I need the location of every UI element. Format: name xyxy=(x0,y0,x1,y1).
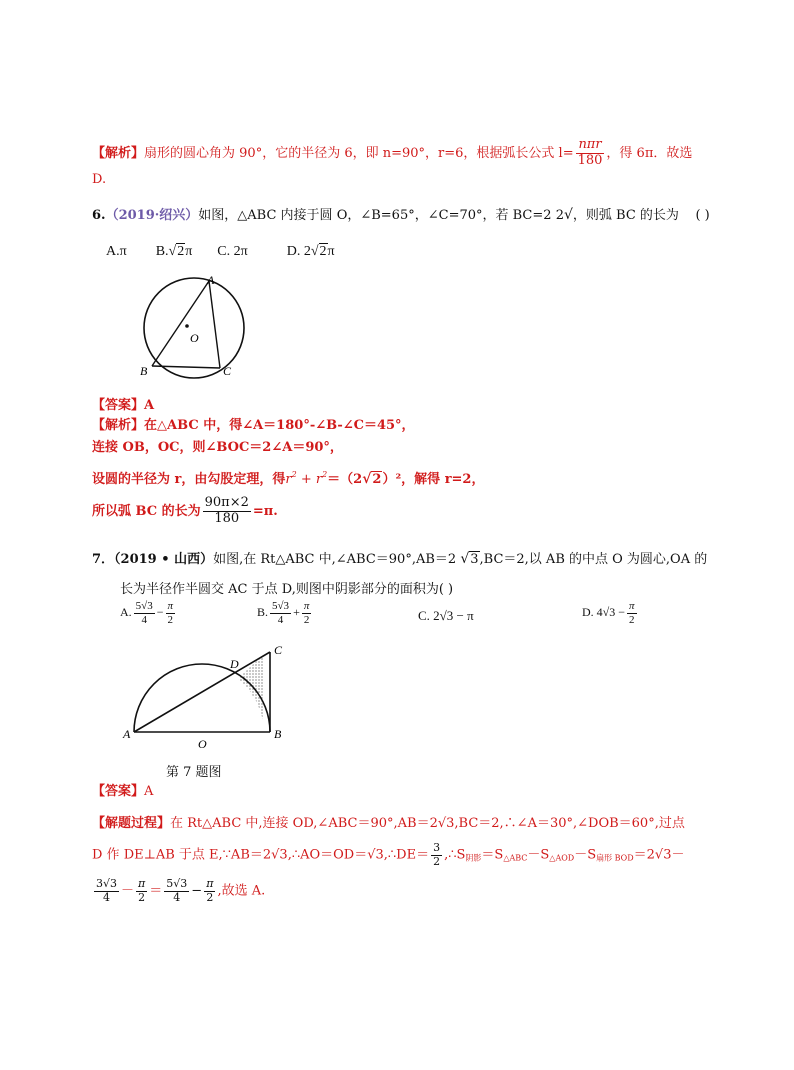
label-c: C xyxy=(274,643,283,657)
side-ac xyxy=(209,281,220,368)
q7-solution-line1: 【解题过程】在 Rt△ABC 中,连接 OD,∠ABC＝90°,AB＝2√3,BC＝2,∴∠A＝30°,∠DOB＝60°,过点 xyxy=(92,816,685,831)
q7-stem-line1: 7．（2019 • 山西）如图,在 Rt△ABC 中,∠ABC＝90°,AB＝2 √3,BC＝2,以 AB 的中点 O 为圆心,OA 的 xyxy=(92,551,708,567)
sqrt-expression: 2√ xyxy=(555,207,573,223)
prev-solution-line1 xyxy=(92,138,692,169)
question-source: （2019 • 山西） xyxy=(114,552,214,567)
option-b: B.√2π xyxy=(155,244,193,259)
q6-answer: 【答案】A xyxy=(92,398,155,413)
arc-formula-fraction: $\frac{\text{nπr}}{180}$ xyxy=(577,137,603,168)
q6-circle-figure xyxy=(132,272,257,384)
option-d: D. 2√2π xyxy=(286,244,335,259)
question-number: 7． xyxy=(92,552,115,567)
question-source: （2019·绍兴） xyxy=(105,208,199,223)
prev-solution-line2: D. xyxy=(92,172,107,187)
label-a: A xyxy=(207,273,215,287)
q7-option-c: C. 2√3 − π xyxy=(418,608,474,623)
solution-text: ，得 6π．故选 xyxy=(606,145,693,161)
q6-solution-line1: 【解析】在△ABC 中，得∠A＝180°-∠B-∠C＝45°， xyxy=(92,418,415,433)
q7-answer: 【答案】A xyxy=(92,784,154,799)
label-d: D xyxy=(230,657,239,671)
center-point xyxy=(185,324,189,328)
label-b: B xyxy=(140,364,148,378)
label-a: A xyxy=(123,727,131,741)
option-a: A.π xyxy=(106,244,127,259)
q7-option-a: A. $\frac{5√3}{4}$ − $\frac{\pi}{2}$ xyxy=(120,600,174,626)
side-bc xyxy=(152,366,220,368)
circumscribed-circle xyxy=(144,278,244,378)
q6-solution-line2: 连接 OB，OC，则∠BOC＝2∠A＝90°， xyxy=(92,440,343,455)
question-number: 6. xyxy=(92,208,106,223)
answer-blank: ( ) xyxy=(695,208,710,223)
shaded-region xyxy=(238,654,264,732)
side-ab xyxy=(152,281,209,366)
label-o: O xyxy=(198,737,207,751)
q7-solution-line3: $\frac{3√3}{4}$ － $\frac{\pi}{2}$ ＝ $\frac{5√3}{4}$ − $\frac{\pi}{2}$ ,故选 A. xyxy=(96,877,266,904)
label-o: O xyxy=(190,331,199,345)
solution-tag: 【解析】 xyxy=(92,145,145,161)
q6-options xyxy=(106,244,426,260)
q6-solution-line3: 设圆的半径为 r，由勾股定理，得$r^2 + r^2=(2√2)^2$，解得 r=2， xyxy=(92,470,485,487)
q7-semicircle-figure xyxy=(120,640,295,752)
q7-option-d: D. 4√3 − $\frac{\pi}{2}$ xyxy=(582,600,635,626)
q7-stem-line2: 长为半径作半圆交 AC 于点 D,则图中阴影部分的面积为( ) xyxy=(120,582,454,597)
q7-option-b: B. $\frac{5√3}{4}$ + $\frac{\pi}{2}$ xyxy=(257,600,310,626)
q7-solution-line2: D 作 DE⊥AB 于点 E,∵AB＝2√3,∴AO＝OD＝√3,∴DE＝ $\frac{3}{2}$ $,\therefore S_{阴影}=S_{\triangle ABC}-S_{\triangle AOD}-S_{扇形 BOD}=2√3-$ xyxy=(92,841,685,868)
figure-caption: 第 7 题图 xyxy=(166,765,222,780)
label-c: C xyxy=(223,364,232,378)
q6-solution-line4: 所以弧 BC 的长为 $\frac{90\pi\times 2}{180}$ =π. xyxy=(92,495,278,526)
option-c: C. 2π xyxy=(217,244,248,259)
q6-stem: 6.（2019·绍兴）如图，△ABC 内接于圆 O，∠B=65°，∠C=70°，若 BC=2 2√，则弧 BC 的长为 ( ) xyxy=(92,207,710,223)
solution-text: 扇形的圆心角为 90°，它的半径为 6，即 n=90°，r=6，根据弧长公式 l= xyxy=(144,145,574,161)
label-b: B xyxy=(274,727,282,741)
